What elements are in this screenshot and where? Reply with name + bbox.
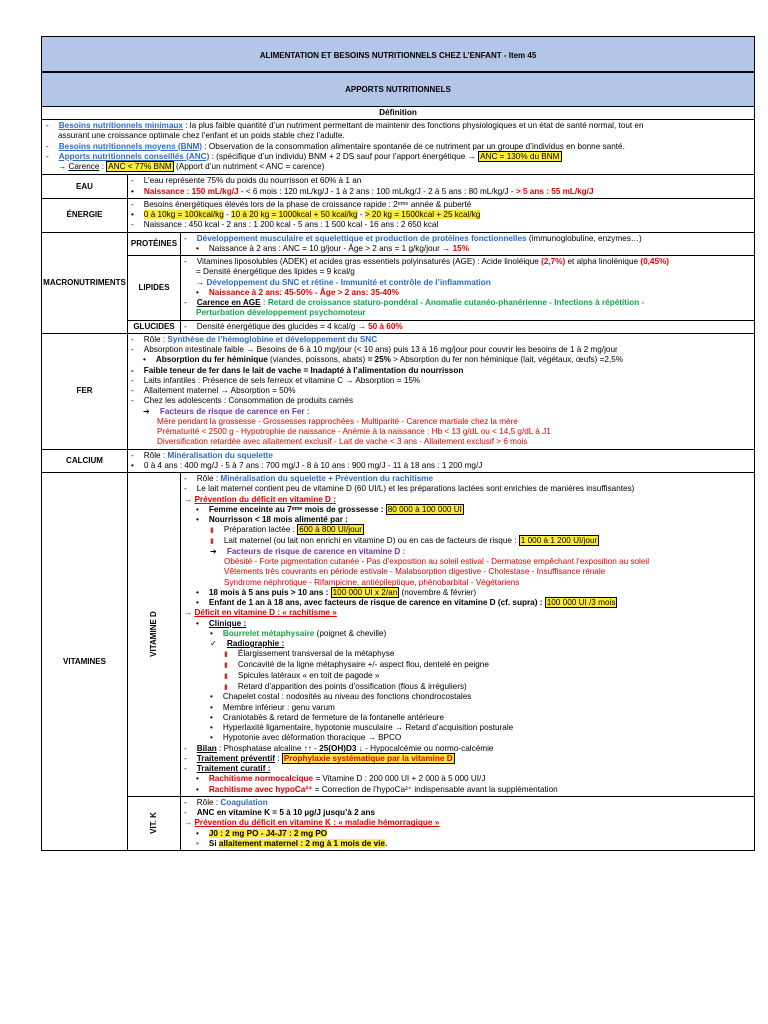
eau-row	[42, 175, 754, 199]
calcium-row: CALCIUM - Rôle : Minéralisation du squelette • 0 à 4 ans : 400 mg/J - 5 à 7 ans : 700 mg/J - 8 à 10 ans : 900 mg/J - 11 à 18 ans : 1 200 mg/J	[42, 450, 754, 474]
fer-row: FER - Rôle : Synthèse de l’hémoglobine et développement du SNC - Absorption intestinale faible → Besoins de 6 à 10 mg/jour (< 10 ans) puis 13 à 16 mg/jour pour couvrir les besoins de 1 à 2 mg/jour • Absorption du fer héminique (viandes, poissons, abats) = 25% > Absorption du fer non héminique (lait, végétaux, œufs) =2,5% - Faible teneur de fer dans le lait de vache = Inadapté à l’alimentation du nourrisson - Laits infantiles : Présence de sels ferreux et vitamine C → Absorption = 15% - Allaitement maternel → Absorption = 50% - Chez les adolescents : Consommation de produits carnés ➔ Facteurs de risque de carence en Fer : Mère pendant la grossesse - Grossesses rapprochées - Multiparité - Carence martiale chez la mère Prématurité < 2500 g - Hypotrophie de naissance - Anémie à la naissance : Hb < 13 g/dL ou < 14,5 g/dL à J1 Diversification retardée avec allaitement exclusif - Lait de vache < 3 ans - Allaitement exclusif > 6 mois	[42, 334, 754, 450]
definition-line: assurant une croissance optimale chez l’enfant et un poids stable chez l’adulte.	[58, 131, 345, 141]
vitamine-k-label: VIT. K	[128, 797, 181, 850]
energie-line: - Besoins énergétiques élevés lors de la phase de croissance rapide : 2ᵉᵐᵉ année & puberté	[131, 199, 472, 209]
eau-line: • Naissance : 150 mL/kg/J - < 6 mois : 120 mL/kg/J - 1 à 2 ans : 100 mL/kg/J - 2 à 5 ans : 80 mL/kg/J - > 5 ans : 55 mL/kg/J	[131, 186, 594, 196]
macro-label: MACRONUTRIMENTS	[42, 233, 128, 333]
glucides-label: GLUCIDES	[128, 321, 181, 333]
definition-heading: Définition	[42, 107, 754, 120]
bullet-icon: ▮	[224, 651, 228, 659]
definition-line: - Apports nutritionnels conseillés (ANC) : (spécifique d’un individu) BNM + 2 DS sauf pour l’apport énergétique → ANC = 130% du BNM	[46, 151, 560, 161]
vitamine-k-row: VIT. K - Rôle : Coagulation - ANC en vitamine K = 5 à 10 µg/J jusqu’à 2 ans → Prévention du déficit en vitamine K : « maladie hémorragique » • J0 : 2 mg PO - J4-J7 : 2 mg PO • Si allaitement maternel : 2 mg à 1 mois de vie.	[128, 797, 754, 850]
macro-row	[42, 233, 754, 334]
vitamine-d-label: VITAMINE D	[128, 473, 181, 796]
definition-line: → Carence : ANC < 77% BNM (Apport d’un nutriment < ANC = carence)	[58, 162, 325, 171]
bullet-icon: ▮	[224, 683, 228, 691]
eau-line: - L’eau représente 75% du poids du nourrisson et 60% à 1 an	[131, 176, 362, 186]
bullet-icon: ▮	[224, 662, 228, 669]
nutrition-sheet	[41, 36, 755, 851]
energie-line: - Naissance : 450 kcal - 2 ans : 1 200 kcal - 5 ans : 1 500 kcal - 16 ans : 2 650 kcal	[131, 220, 439, 230]
vitamine-d-row: VITAMINE D - Rôle : Minéralisation du squelette + Prévention du rachitisme - Le lait maternel contient peu de vitamine D (60 UI/L) et les préparations lactées sont enrichies de manières insuffisantes) → Prévention du déficit en vitamine D : • Femme enceinte au 7ᵉᵐᵉ mois de grossesse : 80 000 à 100 000 UI • Nourrisson < 18 mois alimenté par : ▮ Préparation lactée : 600 à 800 UI/jour ▮ Lait maternel (ou lait non enrichi en vitamine D) ou en cas de facteurs de risque : 1 000 à 1 200 UI/jour ➔ Facteurs de risque de carence en vitamine D : Obésité - Forte pigmentation cutanée - Pas d’exposition au soleil estival - Dermatose empêchant l’exposition au soleil Vêtements très couvrants en période estivale - Malabsorption digestive - Cholestase - Insuffisance rénale Syndrome néphrotique - Rifampicine, antiépileptique, phénobarbital - Végétariens • 18 mois à 5 ans puis > 10 ans : 100 000 UI x 2/an (novembre & février) • Enfant de 1 an à 18 ans, avec facteurs de risque de carence en vitamine D (cf. supra) : 100 000 UI /3 mois → Déficit en vitamine D : « rachitisme » • Clinique : • Bourrelet métaphysaire (poignet & cheville) ✓ Radiographie : ▮ Élargissement transversal de la métaphyse ▮ Concavité de la ligne métaphysaire +/- aspect flou, dentelé en peigne ▮ Spicules latéraux « en toit de pagode » ▮ Retard d’apparition des points d’ossification (flous & irréguliers) • Chapelet costal : nodosités au niveau des fonctions chondrocostales • Membre inférieur : genu varum • Craniotabès & retard de fermeture de la fontanelle antérieure • Hyperlaxité ligamentaire, hypotonie musculaire → Retard d’acquisition posturale • Hypotonie avec déformation thoracique → BPCO - Bilan : Phosphatase alcaline ↑↑ - 25(OH)D3 ↓ - Hypocalcémie ou normo-calcémie - Traitement préventif : Prophylaxie systématique par la vitamine D - Traitement curatif : • Rachitisme normocalcique = Vitamine D : 200 000 UI + 2 000 à 5 000 UI/J • Rachitisme avec hypoCa²⁺ = Correction de l’hypoCa²⁺ indispensable avant la supplémentation	[128, 473, 754, 797]
energie-label: ÉNERGIE	[42, 199, 128, 232]
energie-line: • 0 à 10kg = 100kcal/kg - 10 à 20 kg = 1000kcal + 50 kcal/kg - > 20 kg = 1500kcal + 25 kcal/kg	[131, 210, 481, 219]
definition-box	[42, 120, 754, 175]
proteines-row: PROTÉINES - Développement musculaire et squelettique et production de protéines fonctionnelles (immunoglobuline, enzymes…) • Naissance à 2 ans : ANC = 10 g/jour - Âge > 2 ans = 1 g/kg/jour → 15%	[128, 233, 754, 257]
page-title: ALIMENTATION ET BESOINS NUTRITIONNELS CHEZ L’ENFANT - Item 45	[42, 37, 754, 73]
bullet-icon: ▮	[210, 527, 214, 535]
vitamines-label: VITAMINES	[42, 473, 128, 850]
definition-line: - Besoins nutritionnels minimaux : la plus faible quantité d’un nutriment permettant de maintenir des fonctions physiologiques et un état de santé normal, tout en	[46, 121, 644, 130]
definition-line: - Besoins nutritionnels moyens (BNM) : Observation de la consommation alimentaire spontanée de ce nutriment par un groupe d’individus en bonne santé.	[46, 141, 625, 151]
eau-label: EAU	[42, 175, 128, 198]
bullet-icon: ▮	[210, 538, 214, 545]
calcium-label: CALCIUM	[42, 450, 128, 473]
lipides-row: LIPIDES - Vitamines liposolubles (ADEK) et acides gras essentiels polyinsaturés (AGE) : Acide linoléique (2,7%) et alpha linolénique (0,45%) = Densité énergétique des lipides = 9 kcal/g → Développement du SNC et rétine - Immunité et contrôle de l’inflammation • Naissance à 2 ans: 45-50% - Âge > 2 ans: 35-40% - Carence en AGE : Retard de croissance staturo-pondéral - Anomalie cutanéo-phanérienne - Infections à répétition - Perturbation développement psychomoteur	[128, 256, 754, 321]
fer-label: FER	[42, 334, 128, 449]
vitamines-row	[42, 473, 754, 850]
energie-row	[42, 199, 754, 233]
bullet-icon: ▮	[224, 672, 228, 680]
section-title: APPORTS NUTRITIONNELS	[42, 73, 754, 107]
glucides-row: GLUCIDES - Densité énergétique des glucides = 4 kcal/g → 50 à 60%	[128, 321, 754, 333]
lipides-label: LIPIDES	[128, 256, 181, 320]
proteines-label: PROTÉINES	[128, 233, 181, 256]
